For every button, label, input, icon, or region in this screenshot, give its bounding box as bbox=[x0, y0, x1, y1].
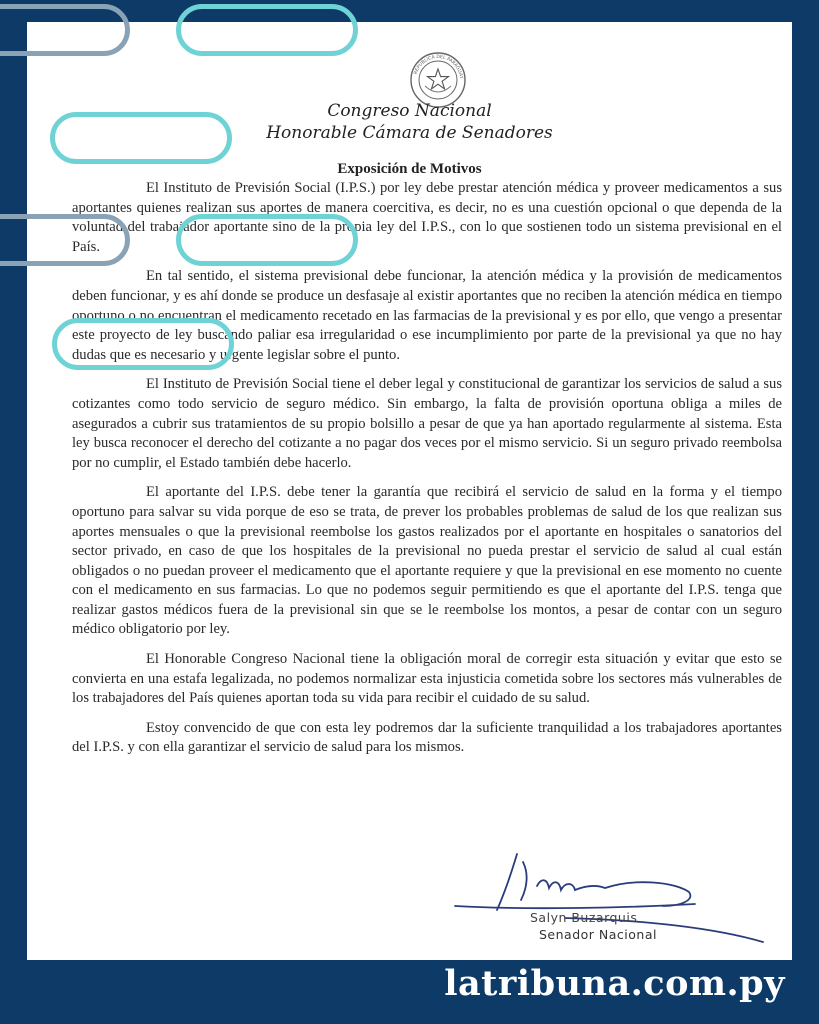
paragraph-2: En tal sentido, el sistema previsional debe funcionar, la atención médica y la provisión de medicamentos deben funcionar, y es ahí donde se produce un desfasaje al existir aportantes que no reciben la atención médica en tiempo oportuno o no encuentran el medicamento recetado en las farmacias de la previsional y es por ello, que vengo a presentar este proyecto de ley buscando paliar esa irregularidad o ese incumplimiento por parte de la previsional ya que no hay dudas que es necesario y urgente legislar sobre el punto. bbox=[72, 268, 782, 363]
svg-text:REPÚBLICA DEL PARAGUAY: REPÚBLICA DEL PARAGUAY bbox=[413, 54, 463, 80]
signatory-title: Senador Nacional bbox=[539, 927, 657, 942]
paragraph-1: El Instituto de Previsión Social (I.P.S.) por ley debe prestar atención médica y proveer medicamentos a sus aportantes quienes realizan sus aportes de manera coercitiva, es decir, no es una cuestión opcional o que dependa de la voluntad del trabajador aportante sino de la propia ley del I.P.S., con lo que sostienen todo un sistema previsional en el País. bbox=[72, 180, 782, 255]
letterhead-line-2: Honorable Cámara de Senadores bbox=[266, 123, 553, 143]
document-page bbox=[27, 22, 792, 960]
paragraph-4: El aportante del I.P.S. debe tener la garantía que recibirá el servicio de salud en la forma y el tiempo oportuno para salvar su vida porque de eso se trata, de prever los probables problemas de salud de los que realizan sus aportes mensuales o que la previsional reembolse los gastos realizados por el aportante en hospitales o sanatorios del sector privado, en caso de que los hospitales de la previsional no pueda prestar el servicio de salud al cual están obligados o no puedan proveer el medicamento que el aportante requiere y que la previsional en ese momento no cuente con el medicamento en sus farmacias. Lo que no podemos seguir permitiendo es que el aportante del I.P.S. tenga que realizar gastos médicos fuera de la previsional sin que se le reembolse los montos, a pesar de contar con un seguro médico obligatorio por ley. bbox=[72, 484, 782, 638]
paragraph-5: El Honorable Congreso Nacional tiene la obligación moral de corregir esta situación y evitar que esto se convierta en una estafa legalizada, no podemos normalizar esta injusticia cometida sobre los sectores más vulnerables de los trabajadores del País quienes aportan toda su vida para recibir el cuidado de su salud. bbox=[72, 651, 782, 707]
paragraph-3: El Instituto de Previsión Social tiene el deber legal y constitucional de garantizar los servicios de salud a sus cotizantes como todo servicio de seguro médico. Sin embargo, la falta de provisión oportuna obliga a miles de asegurados a cubrir sus tratamientos de su propio bolsillo a pesar de que ya han aportado regularmente al sistema. Esta ley busca reconocer el derecho del cotizante a no pagar dos veces por el mismo servicio. Si un seguro privado reembolsa por no cumplir, el Estado también debe hacerlo. bbox=[72, 376, 782, 471]
document-title: Exposición de Motivos bbox=[337, 161, 482, 177]
document-body bbox=[72, 179, 782, 768]
letterhead-line-1: Congreso Nacional bbox=[327, 101, 492, 121]
signatory-name: Salyn Buzarquis bbox=[530, 910, 638, 925]
site-watermark: latribuna.com.py bbox=[444, 963, 785, 1004]
letterhead bbox=[27, 100, 792, 144]
paragraph-6: Estoy convencido de que con esta ley podremos dar la suficiente tranquilidad a los trabajadores aportantes del I.P.S. y con ella garantizar el servicio de salud para los mismos. bbox=[72, 719, 782, 756]
